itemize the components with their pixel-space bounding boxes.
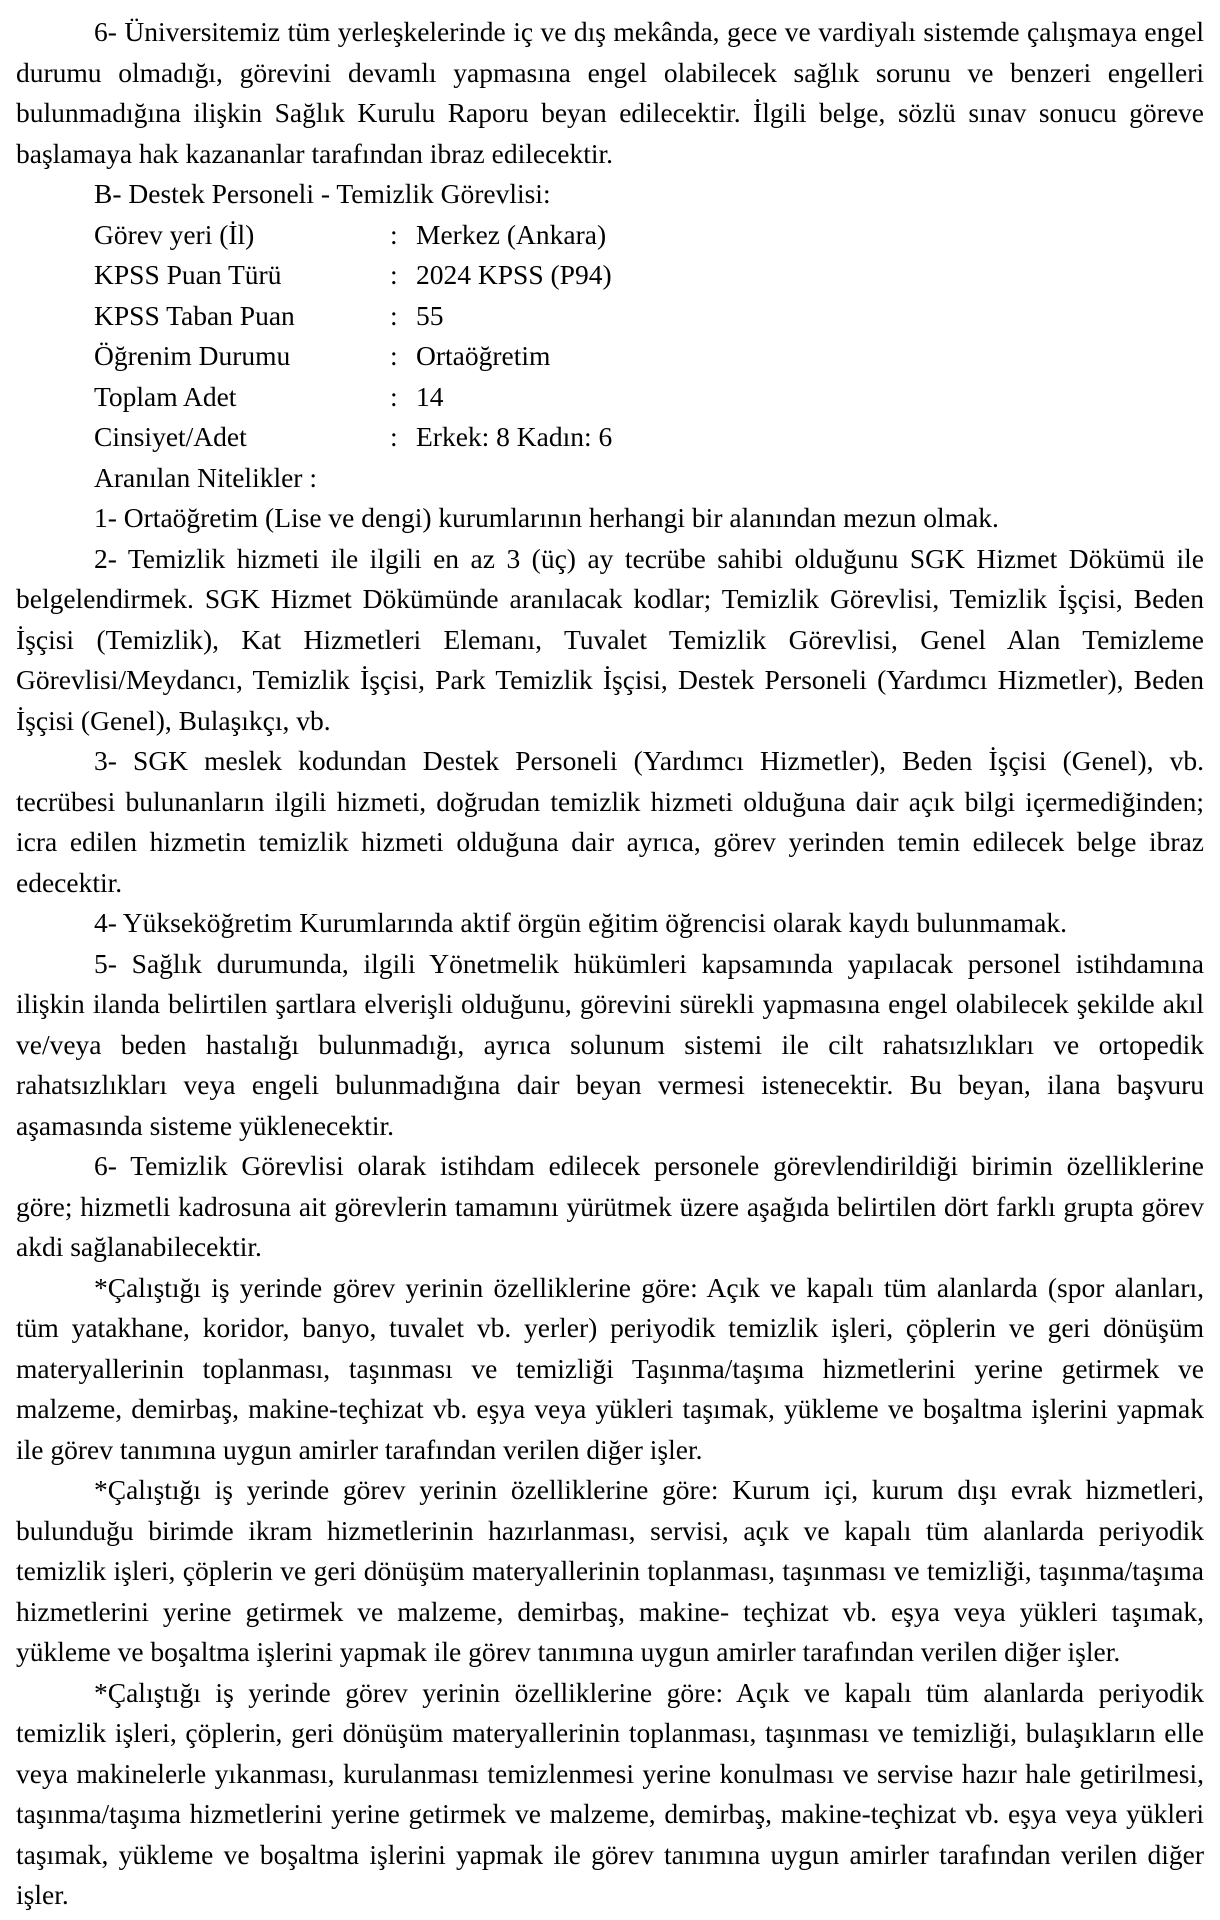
field-value: Merkez (Ankara) <box>416 218 607 250</box>
duty-group-paragraph-3: *Çalıştığı iş yerinde görev yerinin özelliklerine göre: Açık ve kapalı tüm alanlarda periyodik temizlik işleri, çöplerin, geri dönüşüm materyallerinin toplanması, taşınması ve temizliği, bulaşıkların elle veya makinelerle yıkanması, kurulanması temizlenmesi yerine konulması ve servise hazır hale getirilmesi, taşınma/taşıma hizmetlerini yerine getirmek ve malzeme, demirbaş, makine-teçhizat vb. eşya veya yükleri taşımak, yükleme ve boşaltma işlerini yapmak ile görev tanımına uygun amirler tarafından verilen diğer işler. <box>16 1676 1204 1910</box>
duty-group-paragraph-2: *Çalıştığı iş yerinde görev yerinin özelliklerine göre: Kurum içi, kurum dışı evrak hizmetleri, bulunduğu birimde ikram hizmetlerinin hazırlanması, servisi, açık ve kapalı tüm alanlarda periyodik temizlik işleri, çöplerin ve geri dönüşüm materyallerinin toplanması, taşınması ve temizliği, taşınma/taşıma hizmetlerini yerine getirmek ve malzeme, demirbaş, makine- teçhizat vb. eşya veya yükleri taşımak, yükleme ve boşaltma işlerini yapmak ile görev tanımına uygun amirler tarafından verilen diğer işler. <box>16 1474 1204 1667</box>
duty-group-paragraph-1: *Çalıştığı iş yerinde görev yerinin özelliklerine göre: Açık ve kapalı tüm alanlarda (spor alanları, tüm yatakhane, koridor, banyo, tuvalet vb. yerler) periyodik temizlik işleri, çöplerin ve geri dönüşüm materyallerinin toplanması, taşınması ve temizliği Taşınma/taşıma hizmetlerini yerine getirmek ve malzeme, demirbaş, makine-teçhizat vb. eşya veya yükleri taşımak, yükleme ve boşaltma işlerini yapmak ile görev tanımına uygun amirler tarafından verilen diğer işler. <box>16 1271 1204 1465</box>
qualification-item-1: 1- Ortaöğretim (Lise ve dengi) kurumlarının herhangi bir alanından mezun olmak. <box>94 502 999 533</box>
field-label: Toplam Adet <box>94 380 237 412</box>
field-row-kpss-taban-puan <box>16 296 1204 337</box>
qualification-item-5: 5- Sağlık durumunda, ilgili Yönetmelik hükümleri kapsamında yapılacak personel istihdamına ilişkin ilanda belirtilen şartlara elverişli olduğunu, görevini sürekli yapmasına engel olabilecek şekilde akıl ve/veya beden hastalığı bulunmadığı, ayrıca solunum sistemi ile cilt rahatsızlıkları ve ortopedik rahatsızlıkları veya engeli bulunmadığına dair beyan vermesi istenecektir. Bu beyan, ilana başvuru aşamasında sisteme yüklenecektir. <box>16 947 1204 1141</box>
field-label: Görev yeri (İl) <box>94 218 255 250</box>
field-separator: : <box>390 299 398 331</box>
field-value: 2024 KPSS (P94) <box>416 259 612 290</box>
section-heading: B- Destek Personeli - Temizlik Görevlisi: <box>94 178 551 209</box>
qualification-item-3: 3- SGK meslek kodundan Destek Personeli (Yardımcı Hizmetler), Beden İşçisi (Genel), vb. tecrübesi bulunanların ilgili hizmeti, doğrudan temizlik hizmeti olduğuna dair açık bilgi içermediğinden; icra edilen hizmetin temizlik hizmeti olduğuna dair ayrıca, görev yerinden temin edilecek belge ibraz edecektir. <box>16 745 1204 898</box>
field-value: Erkek: 8 Kadın: 6 <box>416 421 613 452</box>
field-row-gorev-yeri <box>16 215 1204 256</box>
intro-paragraph: 6- Üniversitemiz tüm yerleşkelerinde iç ve dış mekânda, gece ve vardiyalı sistemde çalışmaya engel durumu olmadığı, görevini devamlı yapmasına engel olabilecek sağlık sorunu ve benzeri engelleri bulunmadığına ilişkin Sağlık Kurulu Raporu beyan edilecektir. İlgili belge, sözlü sınav sonucu göreve başlamaya hak kazananlar tarafından ibraz edilecektir. <box>16 16 1204 169</box>
field-row-ogrenim-durumu <box>16 336 1204 377</box>
field-separator: : <box>390 421 398 452</box>
field-label: Öğrenim Durumu <box>94 340 291 371</box>
field-row-kpss-puan-turu <box>16 255 1204 296</box>
field-separator: : <box>390 218 398 250</box>
field-separator: : <box>390 380 398 412</box>
field-value: 14 <box>416 380 444 412</box>
field-separator: : <box>390 340 398 371</box>
field-value: 55 <box>416 299 444 331</box>
field-row-cinsiyet-adet <box>16 417 1204 458</box>
qualifications-heading: Aranılan Nitelikler : <box>94 461 317 493</box>
qualification-item-2: 2- Temizlik hizmeti ile ilgili en az 3 (üç) ay tecrübe sahibi olduğunu SGK Hizmet Dökümü ile belgelendirmek. SGK Hizmet Dökümünde aranılacak kodlar; Temizlik Görevlisi, Temizlik İşçisi, Beden İşçisi (Temizlik), Kat Hizmetleri Elemanı, Tuvalet Temizlik Görevlisi, Genel Alan Temizleme Görevlisi/Meydancı, Temizlik İşçisi, Park Temizlik İşçisi, Destek Personeli (Yardımcı Hizmetler), Beden İşçisi (Genel), Bulaşıkçı, vb. <box>16 542 1204 736</box>
qualification-item-4: 4- Yükseköğretim Kurumlarında aktif örgün eğitim öğrencisi olarak kaydı bulunmamak. <box>94 907 1067 938</box>
field-row-toplam-adet <box>16 377 1204 418</box>
field-label: KPSS Taban Puan <box>94 299 295 331</box>
field-label: Cinsiyet/Adet <box>94 421 247 452</box>
field-separator: : <box>390 259 398 290</box>
field-value: Ortaöğretim <box>416 340 551 371</box>
qualification-item-6: 6- Temizlik Görevlisi olarak istihdam edilecek personele görevlendirildiği birimin özelliklerine göre; hizmetli kadrosuna ait görevlerin tamamını yürütmek üzere aşağıda belirtilen dört farklı grupta görev akdi sağlanabilecektir. <box>16 1150 1204 1262</box>
field-label: KPSS Puan Türü <box>94 259 282 290</box>
